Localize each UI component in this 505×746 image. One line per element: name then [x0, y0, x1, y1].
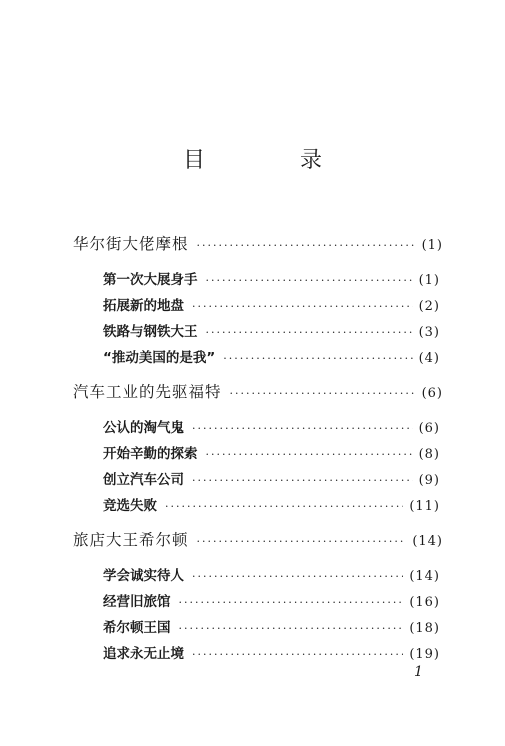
chapter-title: 汽车工业的先驱福特 — [73, 383, 222, 401]
section-title: 铁路与钢铁大王 — [103, 324, 198, 340]
toc-section[interactable] — [103, 590, 440, 610]
dot-leader — [197, 535, 407, 548]
section-title: 竞选失败 — [103, 498, 157, 514]
dot-leader — [206, 326, 413, 339]
section-title: 第一次大展身手 — [103, 272, 198, 288]
section-page: (3) — [418, 325, 440, 340]
toc-section[interactable] — [103, 416, 440, 436]
section-page: (19) — [409, 647, 440, 662]
page-number: 1 — [414, 664, 423, 680]
section-page: (2) — [418, 299, 440, 314]
section-page: (6) — [418, 421, 440, 436]
dot-leader — [179, 622, 404, 635]
dot-leader — [206, 274, 413, 287]
toc-section[interactable] — [103, 616, 440, 636]
dot-leader — [192, 422, 413, 435]
dot-leader — [223, 352, 412, 365]
section-title: 拓展新的地盘 — [103, 298, 184, 314]
section-page: (8) — [418, 447, 440, 462]
section-page: (14) — [409, 569, 440, 584]
section-page: (1) — [418, 273, 440, 288]
chapter-page: (14) — [412, 534, 443, 549]
section-title: 学会诚实待人 — [103, 568, 184, 584]
toc-chapter-hilton[interactable] — [73, 528, 443, 550]
dot-leader — [197, 239, 416, 252]
section-page: (9) — [418, 473, 440, 488]
dot-leader — [192, 474, 413, 487]
section-page: (11) — [409, 499, 440, 514]
toc-section[interactable] — [103, 494, 440, 514]
section-title: 希尔顿王国 — [103, 620, 171, 636]
toc-section[interactable] — [103, 642, 440, 662]
toc-section[interactable] — [103, 564, 440, 584]
toc-section[interactable] — [103, 268, 440, 288]
section-page: (4) — [418, 351, 440, 366]
chapter-page: (1) — [421, 238, 443, 253]
section-title: 创立汽车公司 — [103, 472, 184, 488]
toc-section[interactable] — [103, 346, 440, 366]
dot-leader — [192, 570, 403, 583]
toc-section[interactable] — [103, 320, 440, 340]
chapter-title: 华尔街大佬摩根 — [73, 235, 189, 253]
dot-leader — [206, 448, 413, 461]
dot-leader — [165, 500, 403, 513]
section-title: 公认的淘气鬼 — [103, 420, 184, 436]
chapter-page: (6) — [421, 386, 443, 401]
toc-section[interactable] — [103, 442, 440, 462]
dot-leader — [179, 596, 404, 609]
toc-chapter-morgan[interactable] — [73, 232, 443, 254]
dot-leader — [230, 387, 416, 400]
section-title: 经营旧旅馆 — [103, 594, 171, 610]
toc-section[interactable] — [103, 468, 440, 488]
section-title: 开始辛勤的探索 — [103, 446, 198, 462]
toc-section[interactable] — [103, 294, 440, 314]
section-page: (18) — [409, 621, 440, 636]
section-title: 追求永无止境 — [103, 646, 184, 662]
page-title: 目 录 — [183, 148, 366, 173]
section-page: (16) — [409, 595, 440, 610]
dot-leader — [192, 648, 403, 661]
chapter-title: 旅店大王希尔顿 — [73, 531, 189, 549]
section-title: “推动美国的是我” — [103, 350, 216, 366]
dot-leader — [192, 300, 413, 313]
toc-chapter-ford[interactable] — [73, 380, 443, 402]
